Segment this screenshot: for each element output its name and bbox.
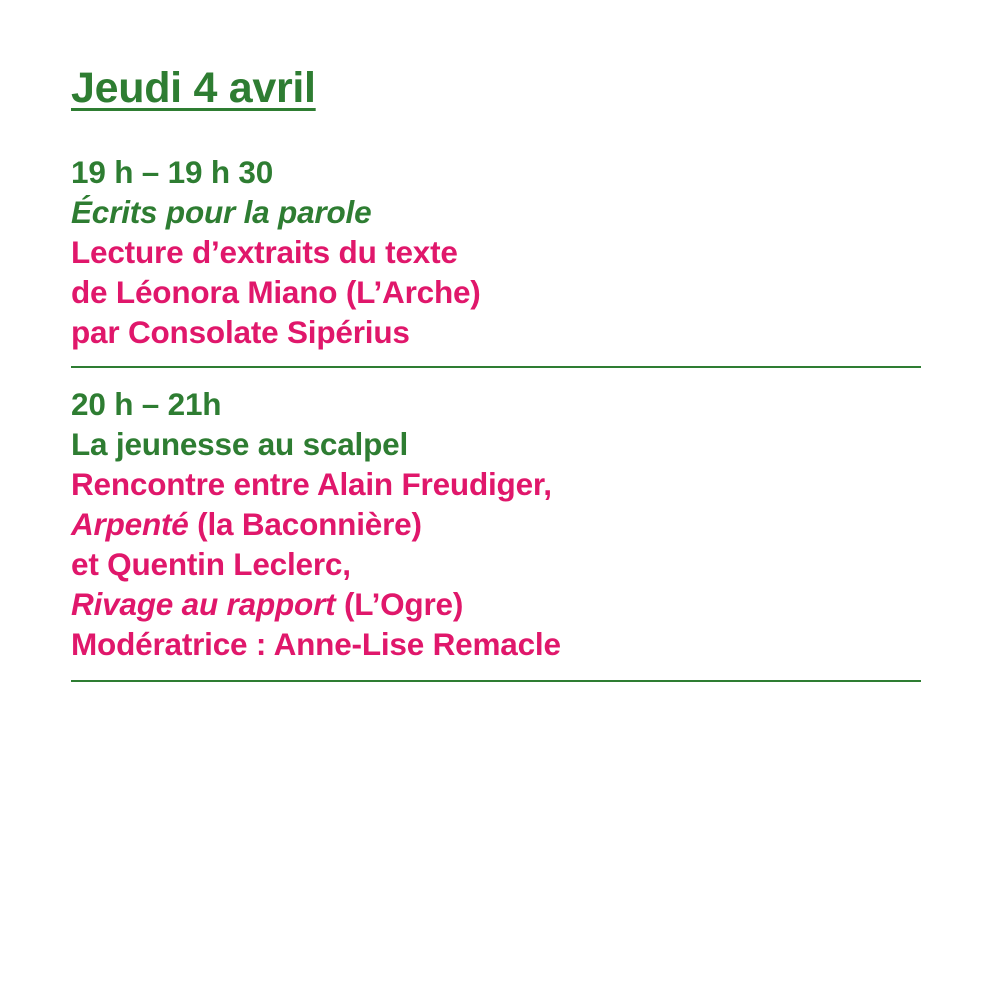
event-2-description-line-2 [71,504,921,544]
event-1 [71,152,921,352]
event-2 [71,384,921,664]
book-title-rivage: Rivage au rapport [71,586,336,622]
event-2-moderator: Modératrice : Anne-Lise Remacle [71,626,561,662]
publisher-baconniere: (la Baconnière) [188,506,422,542]
divider-1 [71,366,921,368]
event-2-description-line-3: et Quentin Leclerc, [71,546,351,582]
event-2-description-line-1: Rencontre entre Alain Freudiger, [71,466,552,502]
event-1-title: Écrits pour la parole [71,194,372,230]
event-2-time: 20 h – 21h [71,386,222,422]
page-title: Jeudi 4 avril [71,64,316,112]
event-2-description-line-4 [71,584,921,624]
event-2-title: La jeunesse au scalpel [71,426,409,462]
program-page [71,62,921,682]
divider-2 [71,680,921,682]
book-title-arpente: Arpenté [71,506,189,542]
event-1-description-line-1: Lecture d’extraits du texte [71,234,458,270]
event-1-description-line-3: par Consolate Sipérius [71,314,410,350]
event-1-description-line-2: de Léonora Miano (L’Arche) [71,274,481,310]
event-1-time: 19 h – 19 h 30 [71,154,274,190]
publisher-ogre: (L’Ogre) [335,586,464,622]
